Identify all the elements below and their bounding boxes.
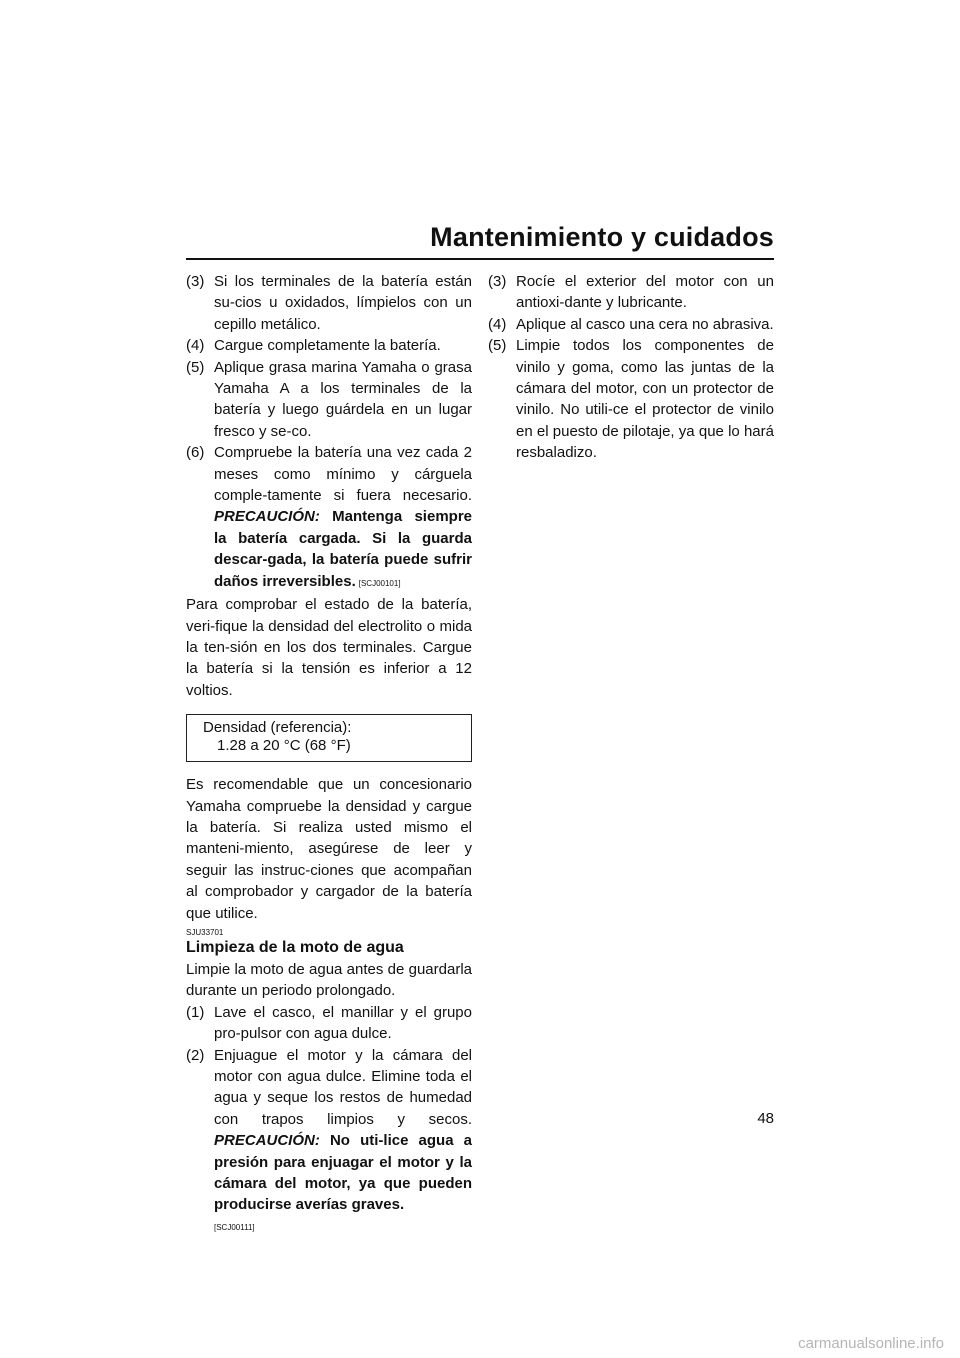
item-text: Limpie todos los componentes de vinilo y goma, como las juntas de la cámara del motor, con un protector de vinilo. No utili-ce el protector de vinilo en el puesto de pilotaje, ya que lo hará resbaladizo. xyxy=(516,337,774,462)
item-text: Si los terminales de la batería están su-cios u oxidados, límpielos con un cepillo metálico. xyxy=(214,273,472,333)
caution-text: Mantenga siempre la batería cargada. Si la guarda descar-gada, la batería puede sufrir daños irreversibles. xyxy=(214,508,472,590)
right-column xyxy=(488,271,774,464)
item-text: Rocíe el exterior del motor con un antioxi-dante y lubricante. xyxy=(516,273,774,312)
item-text: Aplique al casco una cera no abrasiva. xyxy=(516,315,774,333)
caution-text: No uti-lice agua a presión para enjuagar el motor y la cámara del motor, ya que pueden producirse averías graves. xyxy=(214,1132,472,1214)
list-item xyxy=(488,314,774,335)
item-text: Cargue completamente la batería. xyxy=(214,337,441,355)
list-item xyxy=(186,335,472,356)
caution-label: PRECAUCIÓN: xyxy=(214,1132,320,1150)
item-number: (3) xyxy=(488,273,507,290)
item-number: (5) xyxy=(488,337,507,355)
item-number: (2) xyxy=(186,1046,205,1064)
item-number: (3) xyxy=(186,273,205,290)
watermark: carmanualsonline.info xyxy=(798,1335,944,1352)
list-item xyxy=(186,1045,472,1216)
caution-code: [SCJ00101] xyxy=(358,578,401,588)
list-item xyxy=(186,442,472,594)
item-number: (1) xyxy=(186,1003,205,1021)
list-item xyxy=(488,271,774,314)
item-number: (5) xyxy=(186,358,205,376)
header-rule xyxy=(186,258,774,260)
item-number: (4) xyxy=(186,337,205,355)
caution-label: PRECAUCIÓN: xyxy=(214,508,320,526)
item-text: Enjuague el motor y la cámara del motor con agua dulce. Elimine toda el agua y seque los restos de humedad con trapos limpios y secos. xyxy=(214,1046,472,1128)
spec-label: Densidad (referencia): xyxy=(203,719,352,737)
item-text: Lave el casco, el manillar y el grupo pro-pulsor con agua dulce. xyxy=(214,1003,472,1043)
left-column xyxy=(186,271,472,1234)
list-item xyxy=(186,357,472,443)
caution-code: [SCJ00111] xyxy=(214,1222,255,1232)
list-item xyxy=(186,1002,472,1045)
paragraph: Es recomendable que un concesionario Yamaha compruebe la densidad y cargue la batería. Si realiza usted mismo el manteni-miento, asegúrese de leer y seguir las instruc-ciones que acompañan al comprobador y cargador de la batería que utilice. xyxy=(186,776,472,922)
spec-value: 1.28 a 20 °C (68 °F) xyxy=(217,737,351,755)
item-number: (4) xyxy=(488,315,507,333)
item-number: (6) xyxy=(186,444,205,462)
paragraph: Limpie la moto de agua antes de guardarla durante un periodo prolongado. xyxy=(186,960,472,1000)
list-item xyxy=(186,271,472,335)
paragraph: Para comprobar el estado de la batería, veri-fique la densidad del electrolito o mida la ten-sión en los dos terminales. Cargue la batería si la tensión es inferior a 12 voltios. xyxy=(186,596,472,699)
section-title: Limpieza de la moto de agua xyxy=(186,938,404,956)
page-title: Mantenimiento y cuidados xyxy=(430,222,774,252)
item-text: Aplique grasa marina Yamaha o grasa Yamaha A a los terminales de la batería y luego guárdela en un lugar fresco y se-co. xyxy=(214,358,472,440)
item-text: Compruebe la batería una vez cada 2 meses como mínimo y cárguela comple-tamente si fuera necesario. xyxy=(214,444,472,505)
list-item xyxy=(488,335,774,463)
spec-box xyxy=(186,714,472,762)
page-number: 48 xyxy=(757,1110,774,1127)
section-code: SJU33701 xyxy=(186,927,224,937)
